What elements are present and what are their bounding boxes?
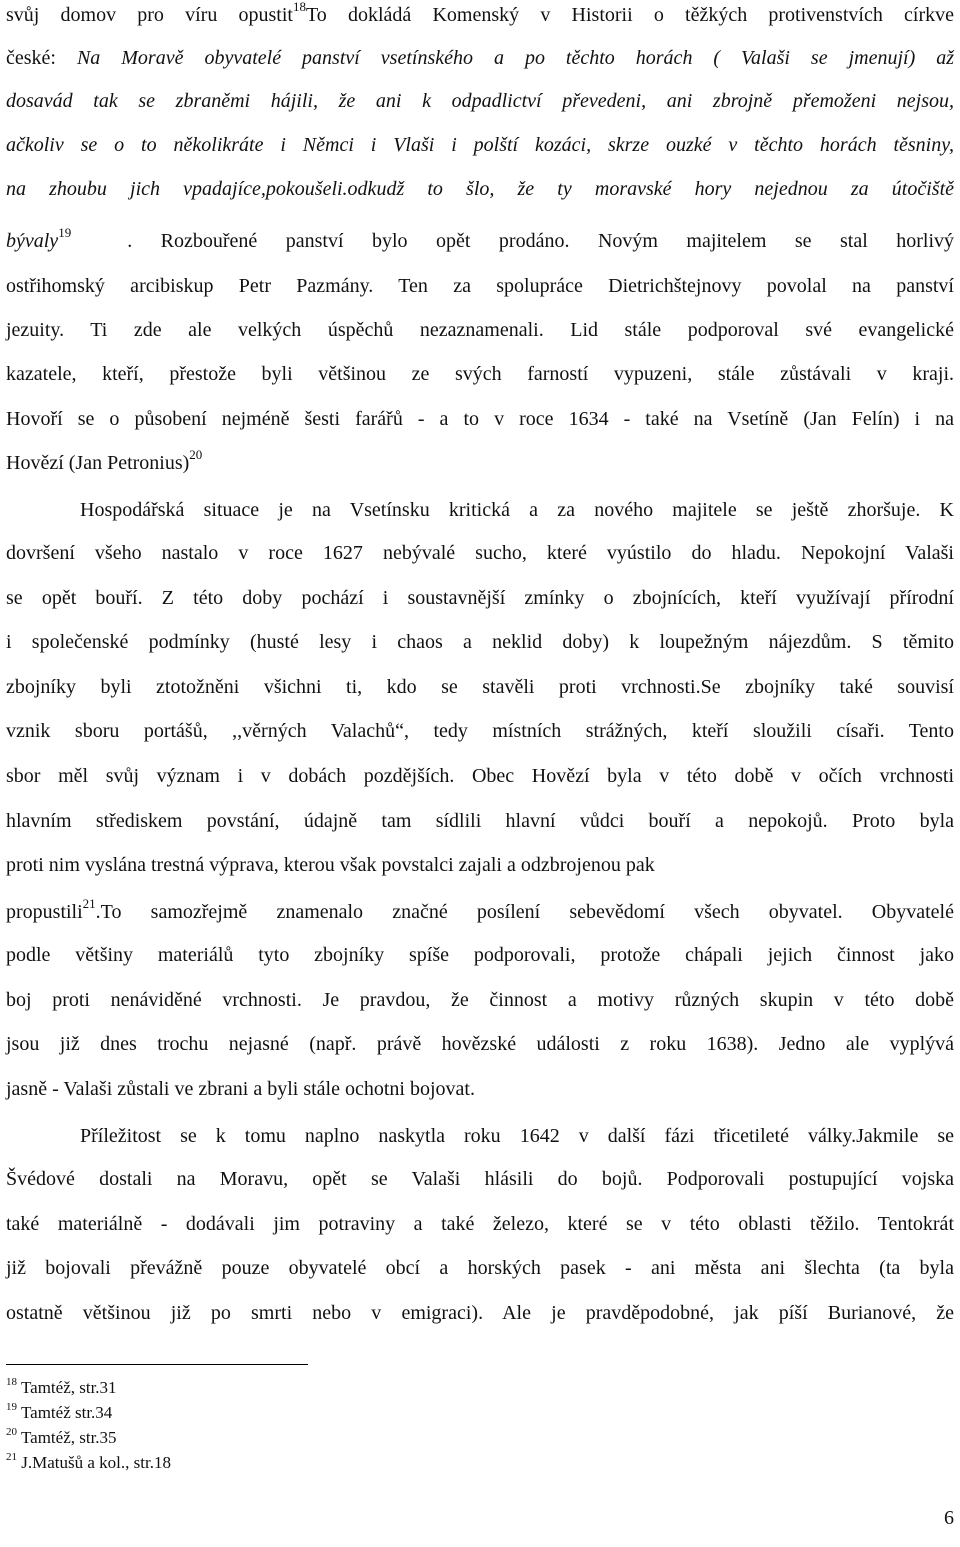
footnote-number: 19 — [6, 1401, 17, 1413]
text-line: se opět bouří. Z této doby pochází i soustavnější zmínky o zbojnících, kteří využívají přírodní — [6, 587, 954, 609]
footnote-ref: 18 — [292, 0, 306, 14]
text-line: dovršení všeho nastalo v roce 1627 nebývalé sucho, které vyústilo do hladu. Nepokojní Valaši — [6, 542, 954, 564]
text-line: boj proti nenáviděné vrchnosti. Je pravdou, že činnost a motivy různých skupin v této době — [6, 989, 954, 1011]
text-line — [6, 447, 203, 477]
text-run: propustili — [6, 901, 83, 923]
text-line — [6, 225, 954, 255]
text-line: jsou již dnes trochu nejasné (např. právě hovězské události z roku 1638). Jedno ale vyplývá — [6, 1033, 954, 1055]
text-run: Hovězí (Jan Petronius) — [6, 452, 190, 474]
text-line: již bojovali převážně pouze obyvatelé obcí a horských pasek - ani města ani šlechta (ta byla — [6, 1257, 954, 1279]
footnote-ref: 20 — [189, 447, 203, 462]
text-line: Hovoří se o působení nejméně šesti farářů - a to v roce 1634 - také na Vsetíně (Jan Felín) i na — [6, 408, 954, 430]
footnote-number: 20 — [6, 1426, 17, 1438]
text-line: na zhoubu jich vpadajíce,pokoušeli.odkudž to šlo, že ty moravské hory nejednou za útočiště — [6, 178, 954, 200]
footnote — [6, 1428, 117, 1450]
page-number: 6 — [944, 1507, 954, 1529]
footnote — [6, 1453, 171, 1475]
italic-quote: bývaly — [6, 230, 59, 252]
text-line: Švédové dostali na Moravu, opět se Valaši hlásili do bojů. Podporovali postupující vojska — [6, 1168, 954, 1190]
footnote-text: J.Matušů a kol., str.18 — [21, 1453, 171, 1472]
text-line — [6, 46, 954, 70]
footnote-text: Tamtéž, str.31 — [20, 1378, 117, 1397]
text-line: vznik sboru portášů, ,,věrných Valachů“, tedy místních strážných, kteří sloužili císaři. Tento — [6, 720, 954, 742]
text-line: ačkoliv se o to několikráte i Němci i Vlaši i polští kozáci, skrze ouzké v těchto horách těsniny, — [6, 134, 954, 156]
text-line — [6, 0, 954, 29]
text-line: sbor měl svůj význam i v dobách pozdějších. Obec Hovězí byla v této době v očích vrchnosti — [6, 765, 954, 787]
text-line: i společenské podmínky (husté lesy i chaos a neklid doby) k loupežným nájezdům. S těmito — [6, 631, 954, 653]
footnote-text: Tamtéž, str.35 — [20, 1428, 117, 1447]
text-line: ostatně většinou již po smrti nebo v emigraci). Ale je pravděpodobné, jak píší Burianové, že — [6, 1302, 954, 1324]
text-run: .To samozřejmě znamenalo značné posílení sebevědomí všech obyvatel. Obyvatelé — [95, 901, 954, 923]
text-line: jezuity. Ti zde ale velkých úspěchů nezaznamenali. Lid stále podporoval své evangelické — [6, 319, 954, 341]
text-line: hlavním střediskem povstání, údajně tam sídlili hlavní vůdci bouří a nepokojů. Proto byla — [6, 810, 954, 832]
text-run: české: — [6, 47, 77, 69]
footnote-text: Tamtéž str.34 — [20, 1403, 113, 1422]
text-line: zbojníky byli ztotožněni všichni ti, kdo se stavěli proti vrchnosti.Se zbojníky také souvisí — [6, 676, 954, 698]
footnote — [6, 1403, 112, 1425]
text-line: jasně - Valaši zůstali ve zbrani a byli stále ochotni bojovat. — [6, 1078, 475, 1100]
footnote-separator — [6, 1364, 308, 1365]
text-line: podle většiny materiálů tyto zbojníky spíše podporovali, protože chápali jejich činnost jako — [6, 944, 954, 966]
text-line: Příležitost se k tomu naplno naskytla roku 1642 v další fázi třicetileté války.Jakmile se — [80, 1125, 954, 1147]
text-line: dosavád tak se zbraněmi hájili, že ani k odpadlictví převedeni, ani zbrojně přemoženi nejsou, — [6, 90, 954, 112]
text-line: proti nim vyslána trestná výprava, kterou však povstalci zajali a odzbrojenou pak — [6, 854, 655, 876]
text-run: To dokládá Komenský v Historii o těžkých protivenstvích církve — [305, 4, 954, 26]
text-line: také materiálně - dodávali jim potraviny a také železo, které se v této oblasti těžilo. Tentokrát — [6, 1213, 954, 1235]
footnote — [6, 1378, 117, 1400]
footnote-number: 18 — [6, 1376, 17, 1388]
footnote-number: 21 — [6, 1451, 17, 1463]
italic-quote: Na Moravě obyvatelé panství vsetínského a po těchto horách ( Valaši se jmenují) až — [76, 47, 954, 69]
text-line: kazatele, kteří, přestože byli většinou ze svých farností vypuzeni, stále zůstávali v kraji. — [6, 363, 954, 385]
text-line: ostřihomský arcibiskup Petr Pazmány. Ten za spolupráce Dietrichštejnovy povolal na panství — [6, 275, 954, 297]
text-line: Hospodářská situace je na Vsetínsku kritická a za nového majitele se ještě zhoršuje. K — [80, 499, 954, 521]
text-run: svůj domov pro víru opustit — [6, 4, 293, 26]
footnote-ref: 21 — [82, 896, 96, 911]
text-line — [6, 896, 954, 926]
text-run: . Rozbouřené panství bylo opět prodáno. Novým majitelem se stal horlivý — [127, 230, 954, 252]
footnote-ref: 19 — [58, 225, 72, 240]
